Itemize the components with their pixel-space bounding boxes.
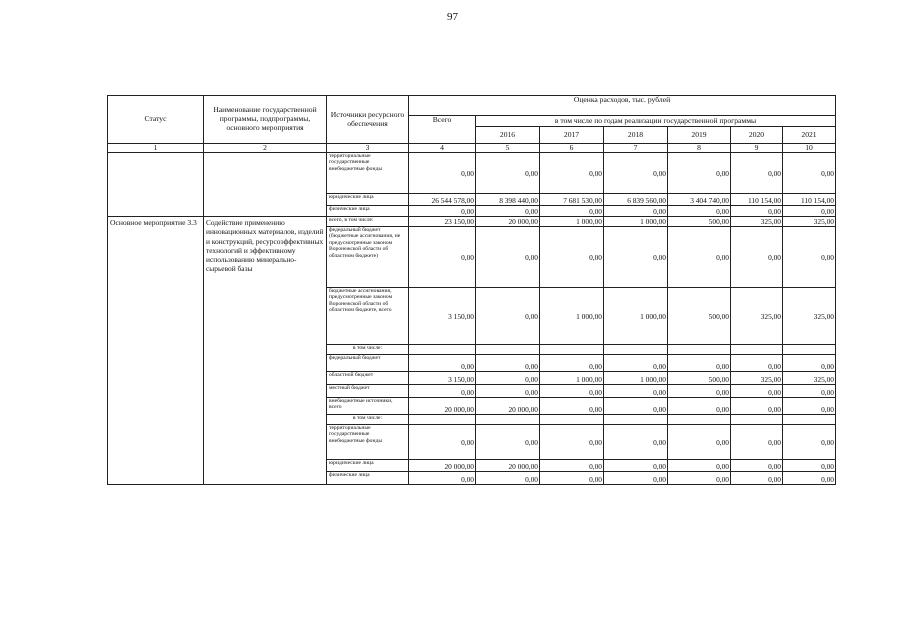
column-number: 2 [204, 144, 327, 153]
value-cell: 0,00 [783, 227, 836, 288]
value-cell: 325,00 [731, 372, 783, 385]
value-cell: 0,00 [731, 206, 783, 217]
value-cell: 0,00 [731, 472, 783, 485]
value-cell: 0,00 [540, 355, 604, 372]
value-cell: 0,00 [540, 385, 604, 398]
value-cell: 0,00 [783, 355, 836, 372]
value-cell: 0,00 [409, 472, 476, 485]
value-cell: 0,00 [668, 227, 731, 288]
header-source: Источники ресурсного обеспечения [327, 96, 409, 144]
table-body [108, 153, 836, 485]
header-status: Статус [108, 96, 204, 144]
value-cell: 0,00 [668, 385, 731, 398]
value-cell: 3 150,00 [409, 288, 476, 345]
value-cell: 325,00 [783, 372, 836, 385]
header-total: Всего [409, 116, 476, 144]
value-cell: 500,00 [668, 217, 731, 227]
value-cell [731, 345, 783, 355]
table-row [108, 153, 836, 194]
column-number: 9 [731, 144, 783, 153]
value-cell: 0,00 [783, 472, 836, 485]
value-cell: 8 398 440,00 [476, 194, 540, 206]
value-cell: 20 000,00 [476, 398, 540, 415]
value-cell: 0,00 [731, 355, 783, 372]
source-cell: физические лица [327, 206, 409, 217]
value-cell [604, 415, 668, 425]
value-cell: 20 000,00 [409, 460, 476, 472]
value-cell: 1 000,00 [604, 217, 668, 227]
activity-status: Основное мероприятие 3.3 [108, 217, 204, 485]
source-cell: всего, в том числе: [327, 217, 409, 227]
value-cell: 20 000,00 [409, 398, 476, 415]
value-cell: 0,00 [731, 398, 783, 415]
status-cell-empty [108, 153, 204, 217]
value-cell [668, 415, 731, 425]
value-cell: 0,00 [604, 227, 668, 288]
budget-table [107, 95, 836, 485]
value-cell: 0,00 [409, 153, 476, 194]
value-cell: 0,00 [604, 425, 668, 460]
value-cell: 0,00 [409, 227, 476, 288]
source-cell: территориальные государственные внебюджетные фонды [327, 153, 409, 194]
value-cell: 1 000,00 [540, 217, 604, 227]
value-cell: 0,00 [540, 153, 604, 194]
value-cell: 0,00 [476, 472, 540, 485]
header-name: Наименование государственной программы, подпрограммы, основного мероприятия [204, 96, 327, 144]
value-cell: 0,00 [476, 153, 540, 194]
value-cell [476, 345, 540, 355]
value-cell: 3 404 740,00 [668, 194, 731, 206]
value-cell: 0,00 [409, 425, 476, 460]
column-number: 10 [783, 144, 836, 153]
value-cell [783, 415, 836, 425]
value-cell: 0,00 [540, 460, 604, 472]
value-cell: 0,00 [540, 206, 604, 217]
value-cell: 0,00 [476, 227, 540, 288]
value-cell: 3 150,00 [409, 372, 476, 385]
header-estimate: Оценка расходов, тыс. рублей [409, 96, 836, 116]
value-cell: 0,00 [604, 355, 668, 372]
value-cell [540, 345, 604, 355]
value-cell: 0,00 [604, 206, 668, 217]
value-cell: 0,00 [604, 472, 668, 485]
value-cell [731, 415, 783, 425]
source-cell: местный бюджет [327, 385, 409, 398]
value-cell: 0,00 [668, 153, 731, 194]
value-cell: 110 154,00 [731, 194, 783, 206]
value-cell: 0,00 [668, 355, 731, 372]
value-cell: 0,00 [783, 385, 836, 398]
value-cell: 1 000,00 [604, 288, 668, 345]
value-cell: 6 839 560,00 [604, 194, 668, 206]
column-number: 8 [668, 144, 731, 153]
value-cell: 0,00 [731, 227, 783, 288]
header-year: 2019 [668, 127, 731, 144]
value-cell: 0,00 [731, 153, 783, 194]
value-cell: 1 000,00 [604, 372, 668, 385]
value-cell: 325,00 [731, 217, 783, 227]
value-cell: 0,00 [604, 385, 668, 398]
source-cell: в том числе: [327, 415, 409, 425]
value-cell: 500,00 [668, 372, 731, 385]
value-cell: 0,00 [731, 460, 783, 472]
value-cell: 0,00 [783, 425, 836, 460]
value-cell: 0,00 [409, 385, 476, 398]
value-cell: 0,00 [783, 206, 836, 217]
column-number: 1 [108, 144, 204, 153]
activity-name: Содействие применению инновационных материалов, изделий и конструкций, ресурсоэффективных технологий и эффективному использованию минерально-сырьевой базы [204, 217, 327, 485]
column-number: 7 [604, 144, 668, 153]
value-cell: 0,00 [540, 398, 604, 415]
value-cell: 0,00 [668, 460, 731, 472]
column-number: 4 [409, 144, 476, 153]
source-cell: федеральный бюджет (бюджетные ассигнования, не предусмотренные законом Воронежской области об областном бюджете) [327, 227, 409, 288]
source-cell: внебюджетные источники, всего [327, 398, 409, 415]
source-cell: в том числе: [327, 345, 409, 355]
value-cell: 0,00 [668, 425, 731, 460]
value-cell: 23 150,00 [409, 217, 476, 227]
value-cell: 0,00 [604, 153, 668, 194]
value-cell [783, 345, 836, 355]
page-number: 97 [447, 11, 458, 23]
value-cell: 20 000,00 [476, 460, 540, 472]
header-by-years: в том числе по годам реализации государственной программы [476, 116, 836, 127]
value-cell: 0,00 [540, 227, 604, 288]
value-cell: 0,00 [540, 472, 604, 485]
source-cell: юридические лица [327, 194, 409, 206]
value-cell [604, 345, 668, 355]
value-cell [476, 415, 540, 425]
value-cell: 0,00 [476, 425, 540, 460]
value-cell: 7 681 530,00 [540, 194, 604, 206]
value-cell: 0,00 [540, 425, 604, 460]
value-cell [668, 345, 731, 355]
value-cell: 0,00 [409, 206, 476, 217]
source-cell: территориальные государственные внебюджетные фонды [327, 425, 409, 460]
value-cell: 0,00 [476, 372, 540, 385]
value-cell [409, 415, 476, 425]
value-cell: 0,00 [604, 398, 668, 415]
value-cell: 0,00 [476, 355, 540, 372]
column-number: 5 [476, 144, 540, 153]
value-cell: 0,00 [476, 206, 540, 217]
value-cell: 0,00 [409, 355, 476, 372]
header-year: 2018 [604, 127, 668, 144]
value-cell: 0,00 [731, 425, 783, 460]
value-cell: 0,00 [783, 398, 836, 415]
value-cell: 0,00 [668, 206, 731, 217]
source-cell: областной бюджет [327, 372, 409, 385]
source-cell: физические лица [327, 472, 409, 485]
header-year: 2020 [731, 127, 783, 144]
source-cell: юридические лица [327, 460, 409, 472]
table-row [108, 217, 836, 227]
value-cell: 1 000,00 [540, 372, 604, 385]
value-cell: 0,00 [668, 398, 731, 415]
value-cell: 325,00 [783, 288, 836, 345]
source-cell: бюджетные ассигнования, предусмотренные законом Воронежской области об областном бюджете, всего [327, 288, 409, 345]
value-cell: 0,00 [783, 460, 836, 472]
header-year: 2016 [476, 127, 540, 144]
name-cell-empty [204, 153, 327, 217]
value-cell: 0,00 [604, 460, 668, 472]
value-cell [540, 415, 604, 425]
column-number: 3 [327, 144, 409, 153]
value-cell: 26 544 578,00 [409, 194, 476, 206]
header-year: 2017 [540, 127, 604, 144]
value-cell: 325,00 [731, 288, 783, 345]
value-cell: 110 154,00 [783, 194, 836, 206]
source-cell: федеральный бюджет [327, 355, 409, 372]
column-number: 6 [540, 144, 604, 153]
value-cell [409, 345, 476, 355]
value-cell: 0,00 [476, 385, 540, 398]
header-year: 2021 [783, 127, 836, 144]
value-cell: 0,00 [783, 153, 836, 194]
value-cell: 0,00 [731, 385, 783, 398]
value-cell: 1 000,00 [540, 288, 604, 345]
value-cell: 500,00 [668, 288, 731, 345]
value-cell: 20 000,00 [476, 217, 540, 227]
value-cell: 0,00 [668, 472, 731, 485]
value-cell: 0,00 [476, 288, 540, 345]
value-cell: 325,00 [783, 217, 836, 227]
